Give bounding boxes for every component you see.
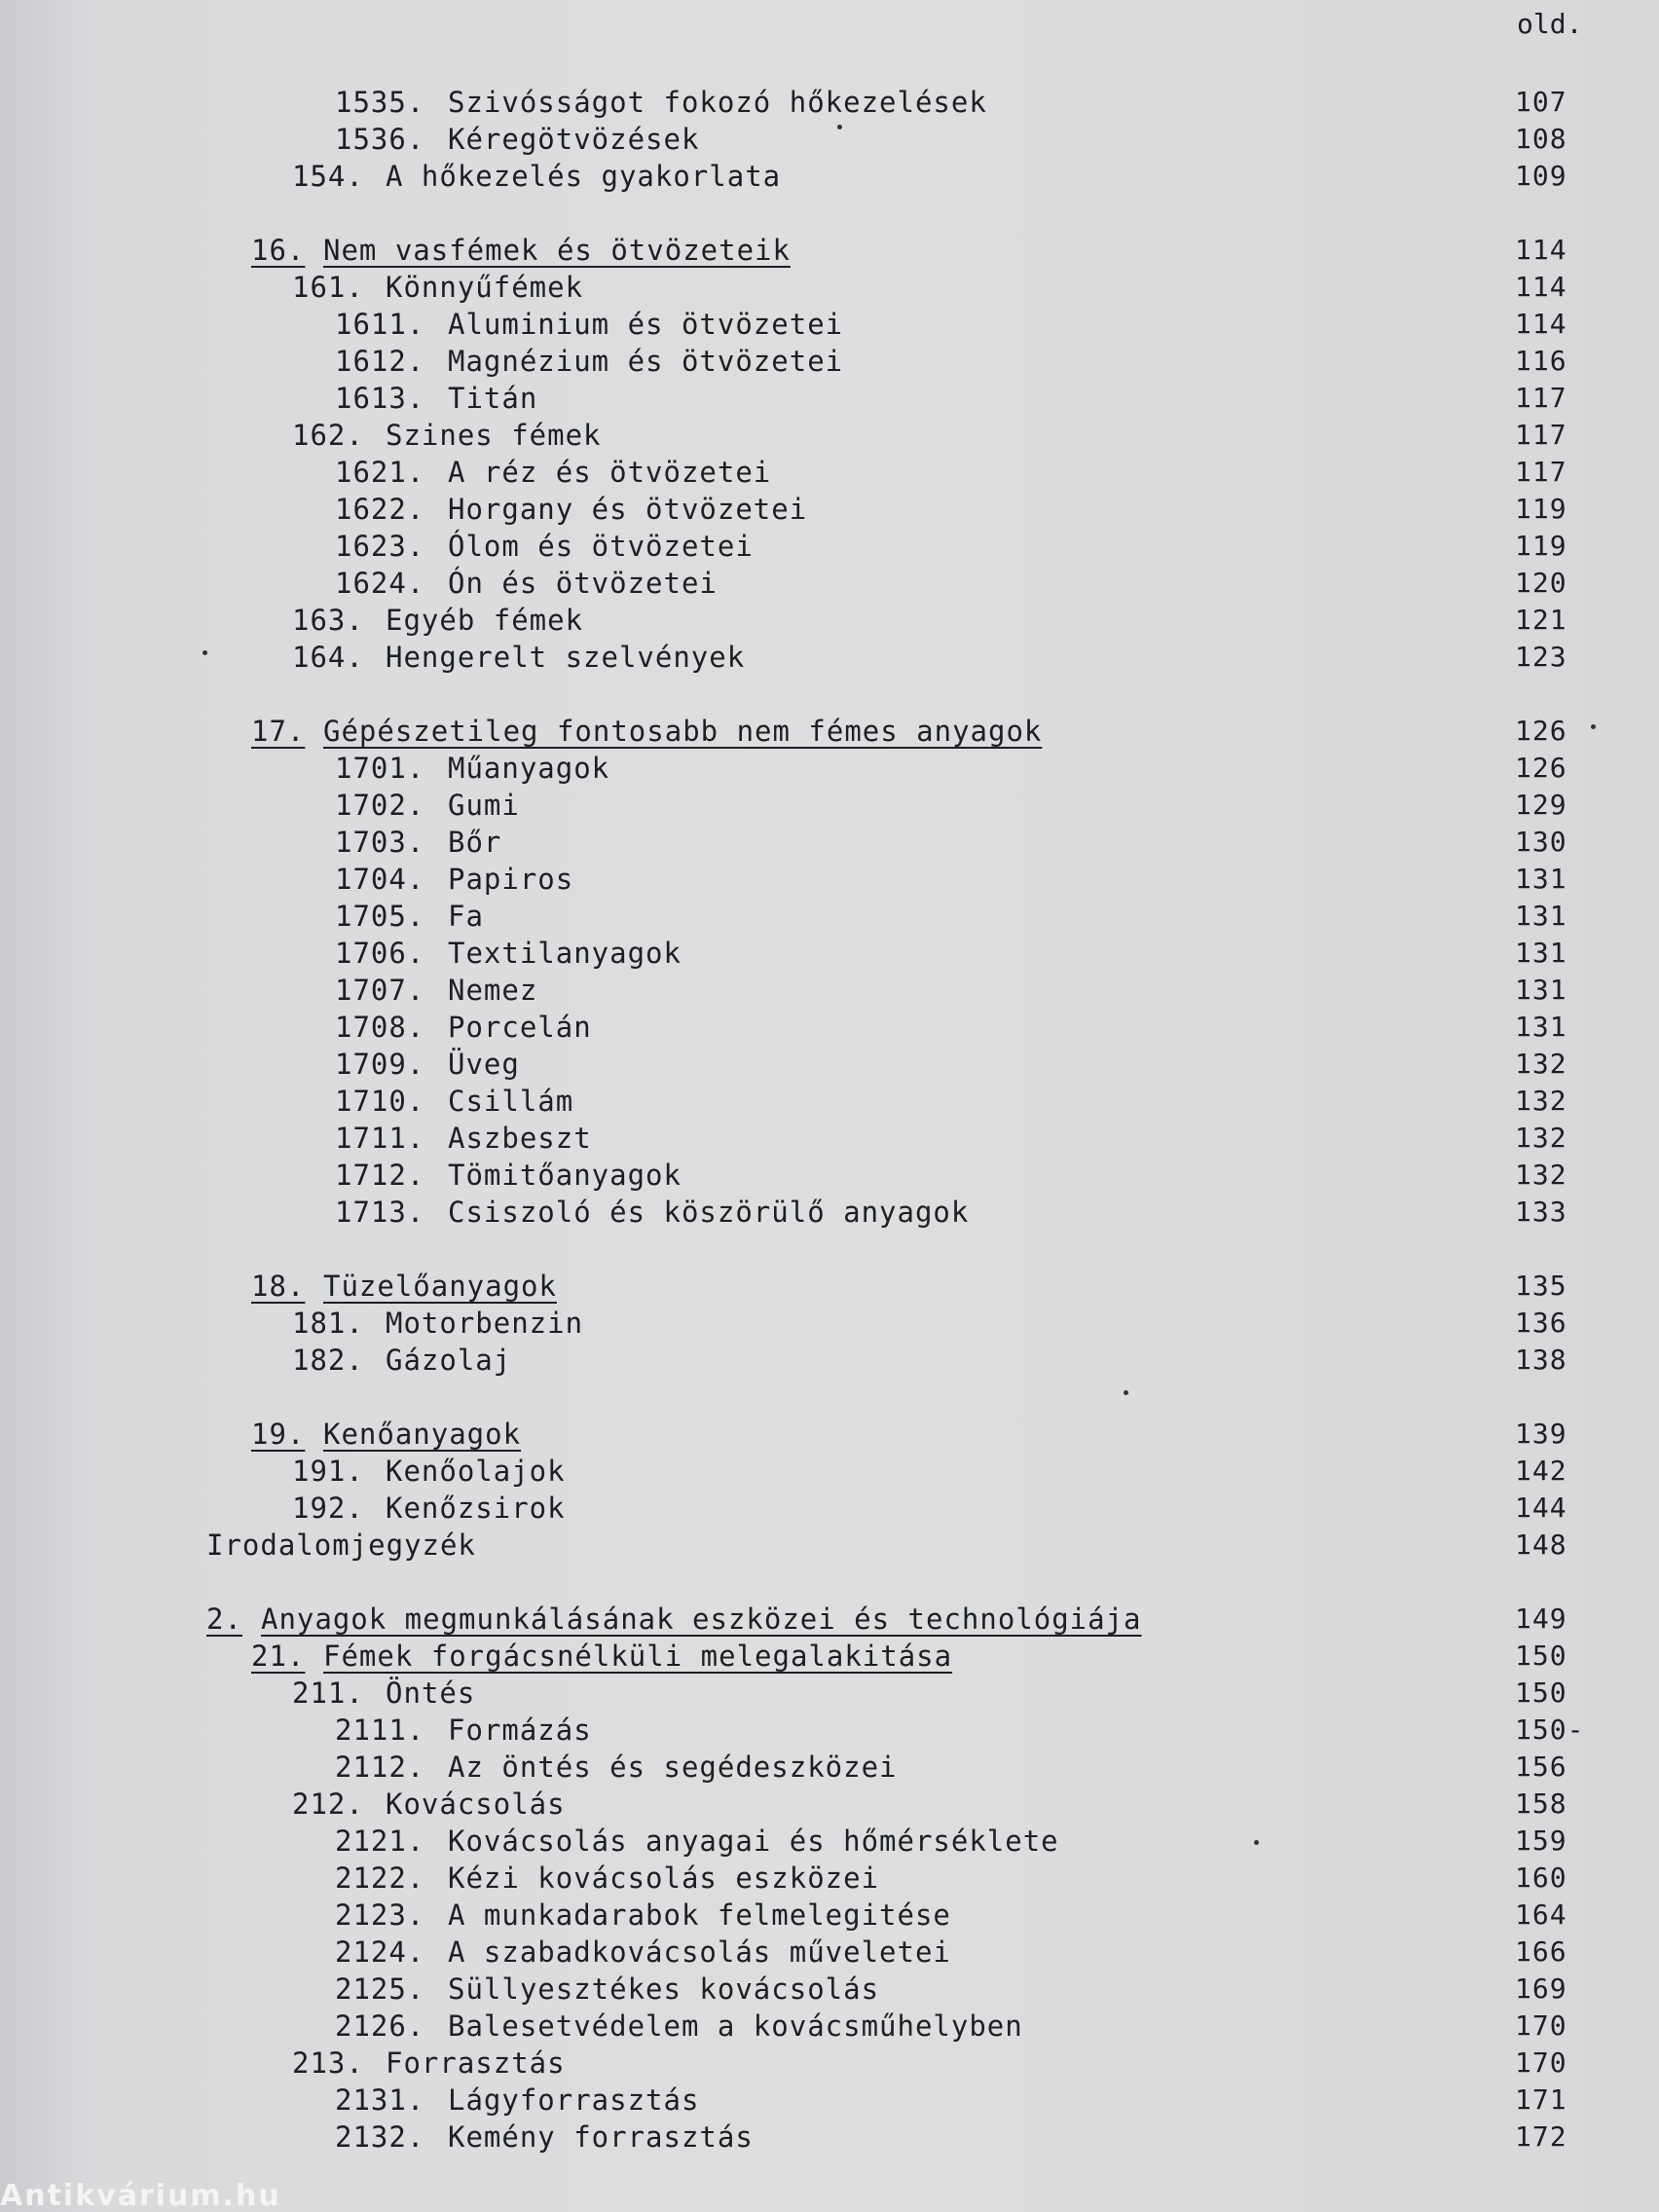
toc-entry-page: 170 bbox=[1515, 2046, 1567, 2079]
toc-entry-number: 2121. bbox=[335, 1825, 425, 1858]
toc-entry bbox=[0, 456, 1659, 493]
toc-entry-page: 108 bbox=[1515, 123, 1567, 155]
toc-entry bbox=[0, 234, 1659, 271]
toc-entry-title: Könnyűfémek bbox=[386, 271, 584, 304]
toc-entry-title: Hengerelt szelvények bbox=[386, 641, 746, 674]
toc-entry bbox=[0, 715, 1659, 752]
toc-entry-number: 1701. bbox=[335, 752, 425, 785]
toc-entry bbox=[0, 900, 1659, 937]
toc-entry bbox=[0, 2009, 1659, 2046]
toc-entry-number: 191. bbox=[292, 1455, 364, 1488]
toc-entry bbox=[0, 567, 1659, 604]
toc-entry-page: 132 bbox=[1515, 1048, 1567, 1080]
toc-entry bbox=[0, 419, 1659, 456]
toc-entry-number: 2124. bbox=[335, 1936, 425, 1969]
toc-entry bbox=[0, 789, 1659, 826]
toc-entry-title: Üveg bbox=[448, 1048, 520, 1081]
toc-entry-page: 150- bbox=[1515, 1714, 1585, 1746]
toc-entry bbox=[0, 974, 1659, 1011]
toc-entry-page: 159 bbox=[1515, 1825, 1567, 1857]
toc-entry-number: 1622. bbox=[335, 493, 425, 526]
toc-entry-number: 1621. bbox=[335, 456, 425, 489]
toc-entry bbox=[0, 826, 1659, 863]
toc-entry-number: 2125. bbox=[335, 1972, 425, 2006]
toc-entry-page: 121 bbox=[1515, 604, 1567, 636]
toc-entry-title: Motorbenzin bbox=[386, 1307, 584, 1340]
toc-entry-number: 1703. bbox=[335, 826, 425, 859]
toc-entry-title: Porcelán bbox=[448, 1011, 592, 1044]
toc-entry-title: Ólom és ötvözetei bbox=[448, 530, 754, 563]
toc-entry bbox=[0, 1159, 1659, 1196]
toc-entry-page: 136 bbox=[1515, 1307, 1567, 1339]
toc-entry-title: Egyéb fémek bbox=[386, 604, 584, 637]
toc-entry-page: 132 bbox=[1515, 1159, 1567, 1191]
toc-entry-number: 1704. bbox=[335, 863, 425, 896]
toc-entry-title: Titán bbox=[448, 382, 538, 415]
toc-entry bbox=[0, 1936, 1659, 1972]
toc-entry bbox=[0, 1972, 1659, 2009]
toc-entry-title: Gumi bbox=[448, 789, 520, 822]
toc-entry-title: Kenőzsirok bbox=[386, 1492, 566, 1525]
speck bbox=[837, 125, 842, 129]
toc-entry-number: 1707. bbox=[335, 974, 425, 1007]
toc-entry-page: 114 bbox=[1515, 234, 1567, 266]
toc-entry bbox=[0, 345, 1659, 382]
toc-entry bbox=[0, 160, 1659, 197]
toc-entry-title: Fa bbox=[448, 900, 484, 933]
toc-entry-page: 138 bbox=[1515, 1344, 1567, 1376]
toc-entry bbox=[0, 1307, 1659, 1344]
toc-entry bbox=[0, 937, 1659, 974]
toc-entry-title: Balesetvédelem a kovácsműhelyben bbox=[448, 2009, 1023, 2043]
toc-entry-number: 2112. bbox=[335, 1751, 425, 1784]
toc-entry-title: A réz és ötvözetei bbox=[448, 456, 772, 489]
toc-entry-title: Csillám bbox=[448, 1085, 574, 1118]
toc-entry-number: 18. bbox=[251, 1270, 306, 1303]
toc-entry bbox=[0, 1788, 1659, 1825]
toc-entry-number: 2123. bbox=[335, 1899, 425, 1932]
toc-entry bbox=[0, 1603, 1659, 1640]
toc-entry-title: Nem vasfémek és ötvözeteik bbox=[323, 234, 791, 267]
toc-entry-page: 131 bbox=[1515, 900, 1567, 932]
toc-entry-page: 117 bbox=[1515, 382, 1567, 414]
toc-entry-page: 135 bbox=[1515, 1270, 1567, 1302]
toc-entry-title: Csiszoló és köszörülő anyagok bbox=[448, 1196, 970, 1229]
toc-entry bbox=[0, 271, 1659, 308]
toc-entry-number: 1535. bbox=[335, 86, 425, 119]
toc-entry-number: 21. bbox=[251, 1640, 306, 1673]
toc-entry bbox=[0, 2083, 1659, 2120]
toc-entry-page: 131 bbox=[1515, 937, 1567, 969]
toc-entry-number: 211. bbox=[292, 1677, 364, 1710]
toc-entry bbox=[0, 1085, 1659, 1122]
toc-entry-page: 148 bbox=[1515, 1529, 1567, 1561]
toc-entry-title: Süllyesztékes kovácsolás bbox=[448, 1972, 880, 2006]
toc-entry bbox=[0, 641, 1659, 678]
toc-entry-number: 2132. bbox=[335, 2120, 425, 2154]
toc-entry-number: 1623. bbox=[335, 530, 425, 563]
toc-entry-number: 1612. bbox=[335, 345, 425, 378]
toc-entry-title: Textilanyagok bbox=[448, 937, 682, 970]
toc-entry-number: 181. bbox=[292, 1307, 364, 1340]
toc-entry-page: 119 bbox=[1515, 493, 1567, 525]
toc-entry-title: Nemez bbox=[448, 974, 538, 1007]
toc-entry-page: 119 bbox=[1515, 530, 1567, 562]
toc-entry-page: 172 bbox=[1515, 2120, 1567, 2153]
speck bbox=[1591, 724, 1596, 729]
toc-entry bbox=[0, 1048, 1659, 1085]
toc-entry-title: Kenőolajok bbox=[386, 1455, 566, 1488]
toc-entry bbox=[0, 382, 1659, 419]
toc-entry-page: 160 bbox=[1515, 1862, 1567, 1894]
toc-entry bbox=[0, 1825, 1659, 1862]
toc-entry-title: Kemény forrasztás bbox=[448, 2120, 754, 2154]
toc-entry bbox=[0, 1492, 1659, 1529]
speck bbox=[1124, 1390, 1128, 1395]
toc-entry-number: 2111. bbox=[335, 1714, 425, 1747]
toc-entry bbox=[0, 1011, 1659, 1048]
toc-entry-number: 1706. bbox=[335, 937, 425, 970]
toc-entry-page: 107 bbox=[1515, 86, 1567, 118]
toc-entry-page: 126 bbox=[1515, 752, 1567, 784]
toc-entry bbox=[0, 604, 1659, 641]
toc-entry-title: Irodalomjegyzék bbox=[206, 1529, 476, 1562]
toc-entry-number: 213. bbox=[292, 2046, 364, 2080]
page-column-label: old. bbox=[1517, 8, 1583, 40]
toc-entry bbox=[0, 530, 1659, 567]
speck bbox=[1254, 1840, 1259, 1845]
toc-entry-page: 150 bbox=[1515, 1640, 1567, 1672]
toc-entry-page: 114 bbox=[1515, 308, 1567, 340]
toc-entry-number: 1709. bbox=[335, 1048, 425, 1081]
toc-entry-title: Forrasztás bbox=[386, 2046, 566, 2080]
toc-entry-title: A munkadarabok felmelegitése bbox=[448, 1899, 951, 1932]
toc-entry-title: Gépészetileg fontosabb nem fémes anyagok bbox=[323, 715, 1043, 748]
toc-entry-page: 133 bbox=[1515, 1196, 1567, 1228]
toc-entry-page: 120 bbox=[1515, 567, 1567, 599]
toc-entry bbox=[0, 1270, 1659, 1307]
toc-entry-title: Kézi kovácsolás eszközei bbox=[448, 1862, 880, 1895]
toc-entry-number: 1708. bbox=[335, 1011, 425, 1044]
toc-entry-title: Tüzelőanyagok bbox=[323, 1270, 557, 1303]
toc-entry bbox=[0, 1714, 1659, 1751]
toc-entry-title: A szabadkovácsolás műveletei bbox=[448, 1936, 951, 1969]
toc-entry-page: 129 bbox=[1515, 789, 1567, 821]
toc-entry-title: Horgany és ötvözetei bbox=[448, 493, 808, 526]
toc-entry bbox=[0, 1529, 1659, 1566]
toc-entry-page: 139 bbox=[1515, 1418, 1567, 1450]
toc-entry-number: 161. bbox=[292, 271, 364, 304]
toc-entry-page: 158 bbox=[1515, 1788, 1567, 1820]
toc-entry-page: 117 bbox=[1515, 419, 1567, 451]
speck bbox=[203, 650, 207, 655]
toc-entry-page: 132 bbox=[1515, 1122, 1567, 1154]
toc-entry-page: 114 bbox=[1515, 271, 1567, 303]
toc-entry-number: 1712. bbox=[335, 1159, 425, 1192]
toc-entry-title: Az öntés és segédeszközei bbox=[448, 1751, 898, 1784]
toc-entry-page: 149 bbox=[1515, 1603, 1567, 1635]
toc-entry bbox=[0, 1196, 1659, 1233]
toc-entry-title: Papiros bbox=[448, 863, 574, 896]
toc-entry-number: 2122. bbox=[335, 1862, 425, 1895]
toc-entry-number: 1702. bbox=[335, 789, 425, 822]
toc-entry-page: 130 bbox=[1515, 826, 1567, 858]
toc-entry-page: 132 bbox=[1515, 1085, 1567, 1117]
toc-entry-title: Aszbeszt bbox=[448, 1122, 592, 1155]
toc-entry-number: 19. bbox=[251, 1418, 306, 1451]
toc-entry-number: 154. bbox=[292, 160, 364, 193]
toc-entry-page: 131 bbox=[1515, 1011, 1567, 1043]
toc-entry-number: 164. bbox=[292, 641, 364, 674]
toc-entry bbox=[0, 2046, 1659, 2083]
toc-entry bbox=[0, 1677, 1659, 1714]
toc-entry-title: A hőkezelés gyakorlata bbox=[386, 160, 782, 193]
toc-entry bbox=[0, 493, 1659, 530]
toc-entry-title: Szivósságot fokozó hőkezelések bbox=[448, 86, 987, 119]
toc-entry-title: Aluminium és ötvözetei bbox=[448, 308, 844, 341]
toc-entry-title: Műanyagok bbox=[448, 752, 610, 785]
toc-entry-number: 182. bbox=[292, 1344, 364, 1377]
toc-entry-title: Fémek forgácsnélküli melegalakitása bbox=[323, 1640, 953, 1673]
toc-entry-page: 131 bbox=[1515, 863, 1567, 895]
toc-entry bbox=[0, 1640, 1659, 1677]
toc-entry-number: 1710. bbox=[335, 1085, 425, 1118]
toc-entry bbox=[0, 1122, 1659, 1159]
toc-entry-number: 1713. bbox=[335, 1196, 425, 1229]
toc-entry-page: 144 bbox=[1515, 1492, 1567, 1524]
toc-entry-number: 1613. bbox=[335, 382, 425, 415]
toc-entry-number: 17. bbox=[251, 715, 306, 748]
toc-entry-title: Bőr bbox=[448, 826, 502, 859]
toc-entry-number: 2126. bbox=[335, 2009, 425, 2043]
toc-entry-title: Kovácsolás bbox=[386, 1788, 566, 1821]
toc-entry bbox=[0, 2120, 1659, 2157]
toc-entry bbox=[0, 86, 1659, 123]
toc-entry-number: 162. bbox=[292, 419, 364, 452]
toc-entry bbox=[0, 1455, 1659, 1492]
toc-entry bbox=[0, 1899, 1659, 1936]
toc-entry bbox=[0, 752, 1659, 789]
toc-entry-number: 1611. bbox=[335, 308, 425, 341]
toc-entry-number: 16. bbox=[251, 234, 306, 267]
toc-entry bbox=[0, 1862, 1659, 1899]
toc-entry bbox=[0, 1751, 1659, 1788]
toc-entry-page: 117 bbox=[1515, 456, 1567, 488]
toc-entry-number: 163. bbox=[292, 604, 364, 637]
toc-entry-title: Kovácsolás anyagai és hőmérséklete bbox=[448, 1825, 1059, 1858]
toc-entry-page: 171 bbox=[1515, 2083, 1567, 2116]
toc-entry bbox=[0, 1418, 1659, 1455]
toc-entry bbox=[0, 1344, 1659, 1381]
toc-entry-number: 2131. bbox=[335, 2083, 425, 2117]
toc-entry-title: Ón és ötvözetei bbox=[448, 567, 718, 600]
toc-entry bbox=[0, 308, 1659, 345]
toc-entry-number: 1536. bbox=[335, 123, 425, 156]
toc-entry-title: Gázolaj bbox=[386, 1344, 512, 1377]
toc-entry-title: Öntés bbox=[386, 1677, 476, 1710]
toc-entry-title: Tömitőanyagok bbox=[448, 1159, 682, 1192]
toc-entry-page: 164 bbox=[1515, 1899, 1567, 1931]
toc-entry-page: 131 bbox=[1515, 974, 1567, 1006]
toc-entry-number: 1624. bbox=[335, 567, 425, 600]
toc-entry-number: 212. bbox=[292, 1788, 364, 1821]
toc-entry-page: 142 bbox=[1515, 1455, 1567, 1487]
toc-entry-number: 192. bbox=[292, 1492, 364, 1525]
toc-entry-title: Kéregötvözések bbox=[448, 123, 700, 156]
toc-entry-page: 169 bbox=[1515, 1972, 1567, 2005]
watermark-logo: Antikvárium.hu bbox=[0, 2179, 281, 2212]
toc-entry-title: Magnézium és ötvözetei bbox=[448, 345, 844, 378]
toc-entry-title: Anyagok megmunkálásának eszközei és technológiája bbox=[261, 1603, 1142, 1636]
toc-entry bbox=[0, 123, 1659, 160]
toc-entry-title: Lágyforrasztás bbox=[448, 2083, 700, 2117]
toc-entry-number: 2. bbox=[206, 1603, 242, 1636]
toc-entry-page: 126 bbox=[1515, 715, 1567, 747]
toc-entry-page: 116 bbox=[1515, 345, 1567, 377]
toc-entry-title: Kenőanyagok bbox=[323, 1418, 522, 1451]
toc-entry-page: 166 bbox=[1515, 1936, 1567, 1968]
toc-entry-title: Szines fémek bbox=[386, 419, 602, 452]
toc-entry-page: 170 bbox=[1515, 2009, 1567, 2042]
toc-entry-title: Formázás bbox=[448, 1714, 592, 1747]
toc-entry-number: 1711. bbox=[335, 1122, 425, 1155]
toc-entry-number: 1705. bbox=[335, 900, 425, 933]
toc-entry-page: 123 bbox=[1515, 641, 1567, 673]
toc-entry bbox=[0, 863, 1659, 900]
toc-entry-page: 156 bbox=[1515, 1751, 1567, 1783]
toc-entry-page: 109 bbox=[1515, 160, 1567, 192]
toc-entry-page: 150 bbox=[1515, 1677, 1567, 1709]
